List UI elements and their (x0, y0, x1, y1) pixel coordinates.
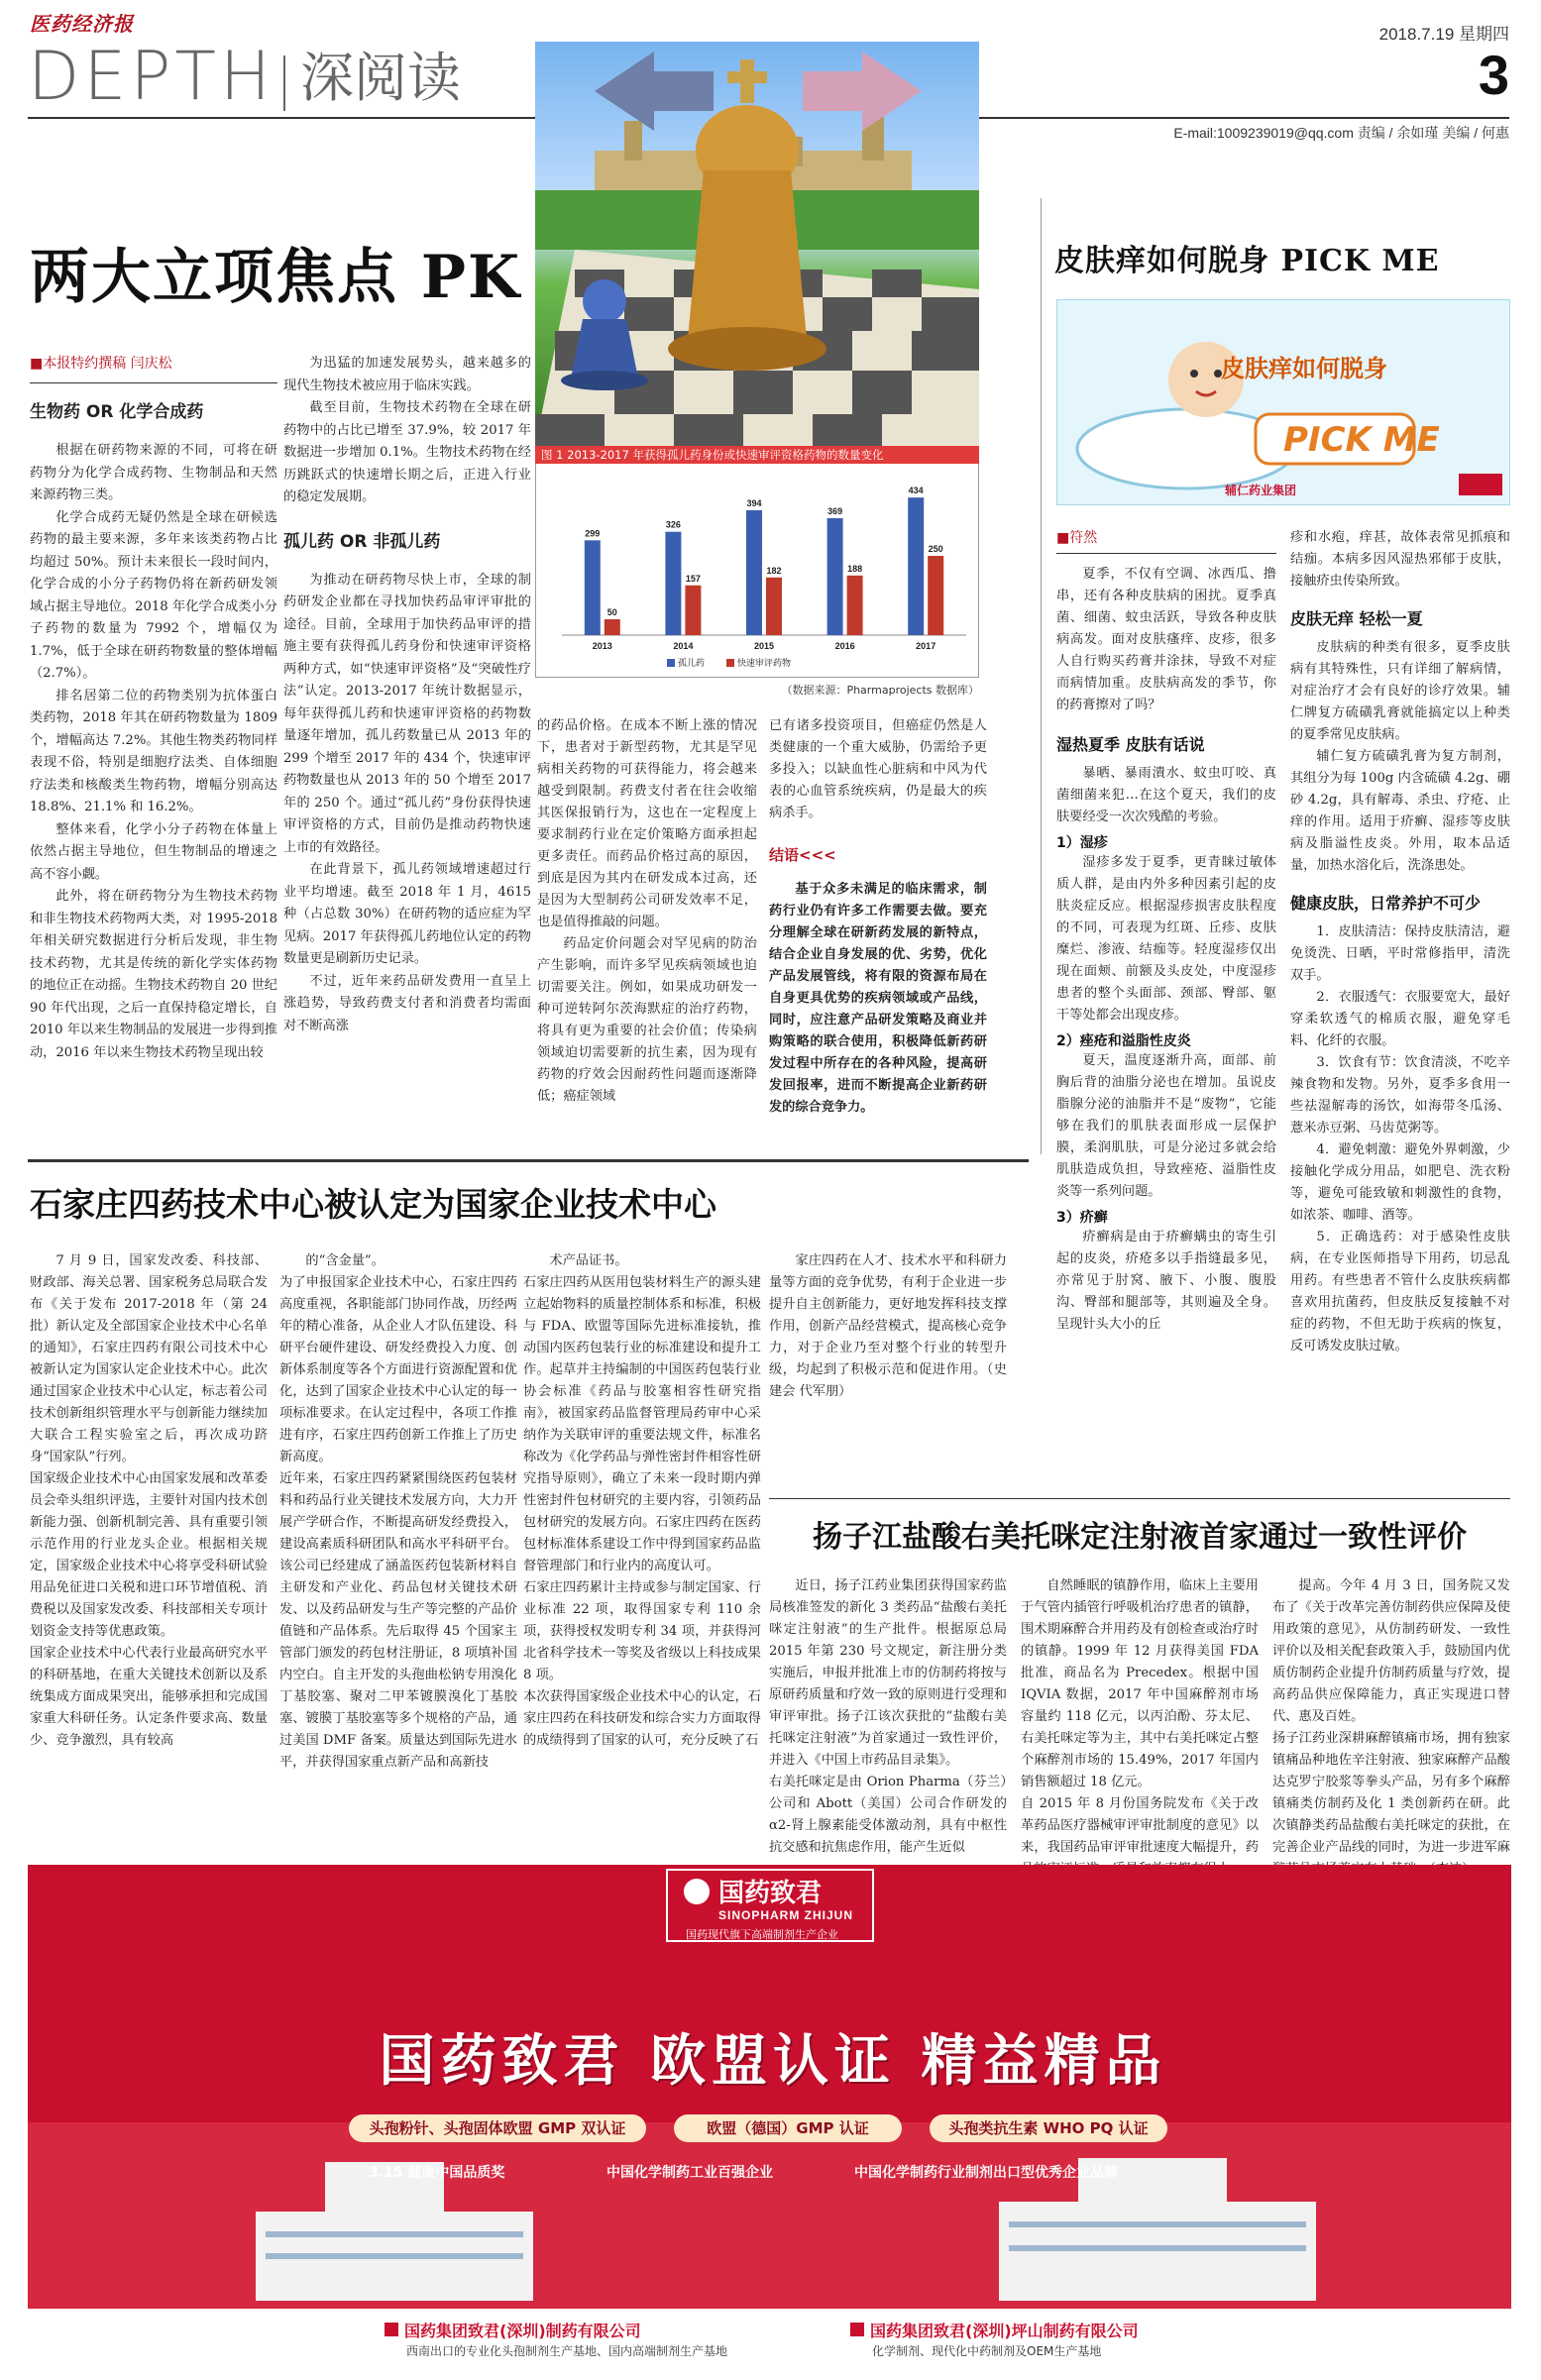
page-number: 3 (1478, 44, 1509, 106)
chess-illustration (535, 42, 979, 446)
x-tick-label: 2013 (592, 641, 612, 651)
image-caption: 皮肤痒如何脱身 (1221, 355, 1387, 382)
issue-date: 2018.7.19 星期四 (1378, 25, 1509, 44)
paragraph: 已有诸多投资项目，但癌症仍然是人类健康的一个重大威胁，仍需给予更多投入；以缺血性心脏病和中风为代表的心血管系统疾病，仍是最大的疾病杀手。 (769, 718, 987, 820)
ad-certification: 头孢粉针、头孢固体欧盟 GMP 双认证 (349, 2114, 646, 2142)
ad-honor: 3.15 健康中国品质奖 (369, 2165, 505, 2181)
ad-company-sub: 西南出口的专业化头孢制剂生产基地、国内高端制剂生产基地 (406, 2344, 728, 2358)
data-label: 188 (847, 563, 863, 574)
main-article-col4 (769, 715, 987, 1119)
tip-item: 2．衣服透气：衣服要宽大，最好穿柔软透气的棉质衣服，避免穿毛料、化纤的衣服。 (1290, 990, 1510, 1048)
legend-swatch (667, 659, 675, 667)
data-label: 326 (665, 519, 681, 530)
data-label: 369 (827, 505, 843, 516)
paragraph: 此外，将在研药物分为生物技术药物和非生物技术药物两大类，对 1995-2018 年相关研究数据进行分析后发现，非生物技术药物，尤其是传统的新化学实体药物的地位正在动摇。生物技术药物自 20 世纪 90 年代出现，之后一直保持稳定增长，自 2010 年以来生物制品的发展进一步得到推动，2016 年以来生物技术药物呈现出较 (30, 889, 277, 1060)
paragraph: 药品定价问题会对罕见病的防治产生影响，而许多罕见疾病领域也迫切需要关注。例如，如果成功研发一种可逆转阿尔茨海默症的治疗药物，将具有更为重要的社会价值；传染病领域迫切需要新的抗生素，因为现有药物的疗效会因耐药性问题而逐渐降低；癌症领域 (537, 936, 757, 1104)
subhead-orphan: 孤儿药 OR 非孤儿药 (283, 531, 441, 552)
section-title-en: DEPTH (28, 38, 275, 116)
bar (766, 578, 782, 635)
subhead-summer: 湿热夏季 皮肤有话说 (1056, 735, 1205, 754)
article2-headline: 石家庄四药技术中心被认定为国家企业技术中心 (30, 1185, 716, 1224)
chart-source: （数据来源：Pharmaprojects 数据库） (781, 684, 979, 697)
image-pick-me: PICK ME (1283, 420, 1440, 460)
article2-col2: 的“含金量”。 为了申报国家企业技术中心，石家庄四药高度重视，各职能部门协同作战，历经两年的精心准备，从企业人才队伍建设、科研平台硬件建设、研发经费投入力度、创新体系制度等各个方面进行资源配置和优化，达到了国家企业技术中心认定的每一项标准要求。在认定过程中，各项工作推进有序，石家庄四药创新工作推上了历史新高度。 近年来，石家庄四药紧紧围绕医药包装材料和药品行业关键技术发展方向，大力开展产学研合作，不断提高研发经费投入，建设高素质科研团队和高水平科研平台。该公司已经建成了涵盖医药包装新材料自主研发和产业化、药品包材关键技术研发、以及药品研发与生产等完整的产品价值链和产品体系。先后取得 45 个国家主管部门颁发的药包材注册证，8 项填补国内空白。自主开发的头孢曲松钠专用溴化丁基胶塞、聚对二甲苯镀膜溴化丁基胶塞、镀膜丁基胶塞等多个规格的产品，通过美国 DMF 备案。质量达到国际先进水平，并获得国家重点新产品和高新技 (279, 1253, 517, 1770)
item-eczema-title: 1）湿疹 (1056, 835, 1108, 851)
conclusion-paragraph: 基于众多未满足的临床需求，制药行业仍有许多工作需要去做。要充分理解全球在研新药发展的新特点，结合企业自身发展的优、劣势，优化产品发展管线，将有限的资源布局在自身更具优势的疾病领域或产品线，同时，应注意产品研发策略及商业并购策略的联合使用，积极降低新药研发过程中所存在的各种风险，提高研发回报率，进而不断提高企业新药研发的综合竞争力。 (769, 882, 987, 1115)
data-label: 182 (766, 565, 782, 576)
byline-rule (30, 382, 277, 383)
ad-brand: 国药致君 (718, 1879, 823, 1908)
ad-honor: 中国化学制药工业百强企业 (606, 2165, 773, 2181)
image-brand: 辅仁药业集团 (1225, 484, 1297, 497)
paragraph: 辅仁复方硫磺乳膏为复方制剂，其组分为每 100g 内含硫磺 4.2g、硼砂 4.2g，具有解毒、杀虫、疗疮、止痒的作用。适用于疥癣、湿疹等皮肤病及脂溢性皮炎。外用，取本品适量，加热水溶化后，洗涤患处。 (1290, 749, 1510, 873)
tip-item: 3．饮食有节：饮食清淡，不吃辛辣食物和发物。另外，夏季多食用一些祛湿解毒的汤饮，如海带冬瓜汤、薏米赤豆粥、马齿苋粥等。 (1290, 1055, 1510, 1136)
paragraph: 为迅猛的加速发展势头，越来越多的现代生物技术被应用于临床实践。 (283, 356, 531, 393)
bar (665, 532, 681, 635)
article3-col3: 提高。今年 4 月 3 日，国务院又发布了《关于改革完善仿制药供应保障及使用政策的意见》，从仿制药研发、一致性评价以及相关配套政策入手，鼓励国内优质仿制药企业提升仿制药质量与疗效，提高药品供应保障能力，真正实现进口替代、惠及百姓。 扬子江药业深耕麻醉镇痛市场，拥有独家镇痛品种地佐辛注射液、独家麻醉产品酸达克罗宁胶浆等拳头产品，另有多个麻醉镇痛类仿制药及化 1 类创新药在研。此次镇静类药品盐酸右美托咪定的获批，在完善企业产品线的同时，为进一步进军麻 (1272, 1578, 1510, 1855)
tip-item: 1．皮肤清洁：保持皮肤清洁，避免烫洗、日晒，平时常修指甲，清洗双手。 (1290, 924, 1510, 983)
ad-footer (28, 2309, 1511, 2370)
orphan-drug-chart (535, 446, 979, 678)
newspaper-logo: 医药经济报 (30, 12, 134, 36)
ad-slogan: 国药致君 欧盟认证 精益精品 (379, 2029, 1167, 2094)
paragraph: 化学合成药无疑仍然是全球在研候选药物的最主要来源，多年来该类药物占比均超过 50%。预计未来很长一段时间内，化学合成的小分子药物仍将在新药研发领域占据主导地位。2018 年化学合成类小分子药物的数量为 7992 个，增幅仅为 1.7%，低于全球在研药物数量的整体增幅（2.7%）。 (30, 509, 277, 681)
subhead-care: 健康皮肤，日常养护不可少 (1290, 894, 1482, 913)
article-rule (28, 1159, 1029, 1162)
data-label: 394 (746, 497, 762, 508)
data-label: 434 (908, 486, 924, 496)
ad-brand-sub: 国药现代旗下高端制剂生产企业 (686, 1928, 838, 1941)
x-tick-label: 2015 (753, 641, 775, 651)
article3-headline: 扬子江盐酸右美托咪定注射液首家通过一致性评价 (813, 1520, 1467, 1555)
byline: ■本报特约撰稿 闫庆松 (30, 356, 172, 372)
sinopharm-logo-icon (684, 1879, 710, 1904)
paragraph: 的药品价格。在成本不断上涨的情况下，患者对于新型药物，尤其是罕见病相关药物的可获得能力，将会越来越受到限制。药费支付者在往会收缩其医保报销行为，这也在一定程度上要求制药行业在定价策略方面承担起更多责任。而药品价格过高的原因，到底是因为其内在研发成本过高，还是因为大型制药公司研发效率不足，也是值得推敲的问题。 (537, 718, 757, 929)
paragraph: 不过，近年来药品研发费用一直呈上涨趋势，导致药费支付者和消费者均需面对不断高涨 (283, 973, 531, 1033)
tip-item: 5．正确选药：对于感染性皮肤病，在专业医师指导下用药，切忌乱用药。有些患者不管什么皮肤疾病都喜欢用抗菌药，但皮肤反复接触不对症的药物，不但无助于疾病的恢复，反可诱发皮肤过敏。 (1290, 1230, 1510, 1353)
bar (605, 619, 620, 635)
paragraph: 疹和水疱，痒甚，故体表常见抓痕和结痂。本病多因风湿热邪郁于皮肤，接触疥虫传染所致。 (1290, 530, 1510, 589)
x-tick-label: 2016 (834, 641, 855, 651)
main-headline: 两大立项焦点 PK (30, 243, 522, 312)
byline-rule (1056, 553, 1276, 554)
ad-certification: 头孢类抗生素 WHO PQ 认证 (930, 2114, 1167, 2142)
right-col-b (1290, 527, 1510, 1357)
x-tick-label: 2017 (916, 641, 936, 651)
article2-col1: 7 月 9 日，国家发改委、科技部、财政部、海关总署、国家税务总局联合发布《关于发布 2017-2018 年（第 24 批）新认定及全部国家企业技术中心名单的通知》，石家庄四药有限公司技术中心被新认定为国家认定企业技术中心。此次通过国家企业技术中心认定，标志着公司技术创新组织管理水平与创新能力继续加大联合工程实验室之后，再次成功跻身“国家队”行列。 国家级企业技术中心由国家发展和改革委员会牵头组织评选，主要针对国内技术创新能力强、创新机制完善、具有重要引领示范作用的行业龙头企业。根据相关规定，国家级企业技术中心将享受科研试验用品免征进口关税和进口环节增值税、消费税以及国家发改委、科技部相关专项计划资金支持等优惠政策。 国家企业技术中心代表行业最高研究水平的科研基地，在重大关键技术创新以及系统集成方面成果突出，能够承担和完成国家重大科研任务。认定条件要求高、数量少、竞争激烈，具有较高 (30, 1253, 268, 1748)
section-divider (283, 55, 285, 111)
paragraph: 皮肤病的种类有很多，夏季皮肤病有其特殊性，只有详细了解病情，对症治疗才会有良好的诊疗效果。辅仁牌复方硫磺乳膏就能搞定以上种类的夏季常见皮肤病。 (1290, 640, 1510, 742)
right-byline: ■符然 (1056, 530, 1098, 546)
editor-credits: E-mail:1009239019@qq.com 责编 / 余如瑾 美编 / 何惠 (1173, 125, 1509, 141)
paragraph: 夏季，不仅有空调、冰西瓜、撸串，还有各种皮肤病的困扰。夏季真菌、细菌、蚊虫活跃，导致各种皮肤病高发。面对皮肤瘙痒、皮疹，很多人自行购买药膏并涂抹，导致不对症而病情加重。皮肤病高发的季节，你的药膏擦对了吗？ (1056, 567, 1276, 712)
ad-honor: 中国化学制药行业制剂出口型优秀企业品牌 (854, 2165, 1118, 2181)
bar (585, 540, 601, 635)
subhead-itch-free: 皮肤无痒 轻松一夏 (1290, 609, 1423, 628)
data-label: 299 (585, 528, 601, 539)
skin-itch-illustration (1056, 299, 1510, 505)
section-title-cn: 深阅读 (300, 47, 461, 109)
paragraph: 截至目前，生物技术药物在全球在研药物中的占比已增至 37.9%，较 2017 年数据进一步增加 0.1%。生物技术药物在经历跳跃式的快速增长期之后，正进入行业的稳定发展期。 (283, 400, 531, 504)
ad-company: 国药集团致君(深圳)制药有限公司 (404, 2322, 641, 2340)
paragraph: 湿疹多发于夏季，更青睐过敏体质人群，是由内外多种因素引起的皮肤炎症反应。根据湿疹损害皮肤程度的不同，可表现为红斑、丘疹、皮肤糜烂、渗液、结痂等。轻度湿疹仅出现在面颊、前额及头皮处，中度湿疹患者的整个头面部、颈部、臀部、躯干等处都会出现皮疹。 (1056, 855, 1276, 1023)
data-label: 50 (606, 607, 617, 617)
item-scabies-title: 3）疥癣 (1056, 1210, 1108, 1226)
conclusion-label: 结语<<< (769, 846, 836, 864)
main-article-col1 (30, 353, 277, 1064)
bar-chart-svg (536, 447, 978, 677)
paragraph: 暴晒、暴雨潰水、蚊虫叮咬、真菌细菌来犯…在这个夏天，我们的皮肤要经受一次次残酷的考验。 (1056, 766, 1276, 824)
paragraph: 排名居第二位的药物类别为抗体蛋白类药物，2018 年其在研药物数量为 1809 个，增幅高达 7.2%。其他生物类药物同样表现不俗，特别是细胞疗法类、自体细胞疗法类和核酸类生物药物，增幅分别高达 18.8%、21.1% 和 16.2%。 (30, 688, 277, 814)
bar (928, 556, 943, 635)
main-article-col3 (537, 715, 757, 1108)
bar (746, 510, 762, 635)
baby-bath-icon (1057, 300, 1510, 505)
bar (685, 586, 701, 635)
paragraph: 疥癣病是由于疥癣螨虫的寄生引起的皮炎，疥疮多以手指缝最多见，亦常见于肘窝、腋下、小腹、腹股沟、臀部和腿部等，其则遍及全身。呈现针头大小的丘 (1056, 1230, 1276, 1332)
bar (827, 518, 843, 635)
article3-col1: 近日，扬子江药业集团获得国家药监局核准签发的新化 3 类药品“盐酸右美托咪定注射液”的生产批件。根据原总局 2015 年第 230 号文规定，新注册分类实施后，申报并批准上市的仿制药将按与原研药质量和疗效一致的原则进行受理和审评审批。扬子江该次获批的“盐酸右美托咪定注射液”为首家通过一致性评价，并进入《中国上市药品目录集》。 右美托咪定是由 Orion Pharma（芬兰）公司和 Abott（美国）公司合作研发的 α2-肾上腺素能受体激动剂，具有中枢性抗交感和抗焦虑作用，能产生近似 (769, 1578, 1007, 1855)
paragraph: 为推动在研药物尽快上市，全球的制药研发企业都在寻找加快药品审评审批的途径。目前，全球用于加快药品审评的措施主要有获得孤儿药身份和快速审评资格两种方式，如“快速审评资格”及“突破性疗法”认定。2013-2017 年统计数据显示，每年获得孤儿药和快速审评资格的药物数量逐年增加，孤儿药数量已从 2013 年的 299 个增至 2017 年的 434 个，快速审评药物数量也从 2013 年的 50 个增至 2017 年的 250 个。通过“孤儿药”身份获得快速审评资格的方式，目前仍是推动药物快速上市的有效路径。 (283, 572, 531, 855)
ad-certification: 欧盟（德国）GMP 认证 (674, 2114, 902, 2142)
legend-label: 孤儿药 (678, 659, 706, 669)
bar (847, 576, 863, 635)
article2-col4: 家庄四药在人才、技术水平和科研力量等方面的竞争优势，有利于企业进一步提升自主创新能力，更好地发挥科技支撑作用，创新产品经营模式，提高核心竞争力，对于企业乃至对整个行业的转型升级，均起到了积极示范和促进作用。（史建会 代军朋） (769, 1253, 1007, 1399)
column-divider (1041, 198, 1042, 1154)
right-headline: 皮肤痒如何脱身 PICK ME (1054, 244, 1440, 278)
chart-caption: 图 1 2013-2017 年获得孤儿药身份或快速审评资格药物的数量变化 (535, 446, 979, 464)
article3-col2: 自然睡眠的镇静作用，临床上主要用于气管内插管行呼吸机治疗患者的镇静，围术期麻醉合并用药及有创检查或治疗时的镇静。1999 年 12 月获得美国 FDA 批准，商品名为 Precedex。根据中国 IQVIA 数据，2017 年中国麻醉剂市场容量约 118 亿元，以丙泊酚、芬太尼、右美托咪定等为主，其中右美托咪定占整个麻醉剂市场的 15.49%，2017 年国内销售额超过 18 亿元。 自 2015 年 8 月份国务院发布《关于改革药品医疗器械审评审批制度的意见》以来，我国药品审评审批速度大幅提升，药 (1021, 1578, 1259, 1855)
article-rule (769, 1498, 1510, 1499)
data-label: 157 (685, 573, 701, 584)
right-col-a (1056, 527, 1276, 1336)
legend-swatch (726, 659, 734, 667)
item-acne-title: 2）痤疮和溢脂性皮炎 (1056, 1033, 1191, 1049)
square-bullet-icon (850, 2323, 864, 2336)
ad-company: 国药集团致君(深圳)坪山制药有限公司 (870, 2322, 1139, 2340)
subhead-biologic: 生物药 OR 化学合成药 (30, 402, 204, 422)
paragraph: 根据在研药物来源的不同，可将在研药物分为化学合成药物、生物制品和天然来源药物三类。 (30, 443, 277, 502)
data-label: 250 (928, 544, 943, 554)
article2-col3: 术产品证书。 石家庄四药从医用包装材料生产的源头建立起始物料的质量控制体系和标准，积极与 FDA、欧盟等国际先进标准接轨，推动国内医药包装行业的标准建设和提升工作。起草并主持编制的中国医药包装行业协会标准《药品与胶塞相容性研究指南》，被国家药品监督管理局药审中心采纳作为关联审评的重要法规文件，标准名称改为《化学药品与弹性密封件相容性研究指导原则》，确立了未来一段时期内弹性密封件包材研究的主要内容，引领药品包材研究的发展方向。石家庄四药在医药包材标准体系建设工作中得到国家药品监督管理部门和行业内的高度认可。 石家庄四药累计主持或参与制定国家、行业标准 22 项，取得国家专利 110 余项，获得授权发明专利 34 项，并获得河北省科学技术一等奖及省级以上科技成果 8 项。 本次获得国家级企业技术中心的认定，石家庄四药在科技研发和综合实力方面取得的成绩得到了国家的认可，充分反映了石 (523, 1253, 761, 1748)
ad-company-sub: 化学制剂、现代化中药制剂及OEM生产基地 (872, 2344, 1102, 2358)
tip-item: 4．避免刺激：避免外界刺激，少接触化学成分用品，如肥皂、洗衣粉等，避免可能致敏和刺激性的食物，如浓茶、咖啡、酒等。 (1290, 1142, 1510, 1223)
bar (908, 497, 924, 635)
paragraph: 在此背景下，孤儿药领域增速超过行业平均增速。截至 2018 年 1 月，4615 种（占总数 30%）在研药物的适应症为罕见病。2017 年获得孤儿药地位认定的药物数量更是刷新历史记录。 (283, 862, 531, 966)
chess-art-icon (535, 42, 979, 446)
paragraph: 整体来看，化学小分子药物在体量上依然占据主导地位，但生物制品的增速之高不容小觑。 (30, 821, 277, 882)
x-tick-label: 2014 (673, 641, 694, 651)
paragraph: 夏天，温度逐渐升高，面部、前胸后背的油脂分泌也在增加。虽说皮脂腺分泌的油脂并不是“废物”，它能够在我们的肌肤表面形成一层保护膜，柔润肌肤，可是分泌过多就会给肌肤造成负担，导致痤疮、溢脂性皮炎等一系列问题。 (1056, 1053, 1276, 1199)
legend-label: 快速审评药物 (737, 659, 792, 669)
ad-brand-en: SINOPHARM ZHIJUN (718, 1908, 854, 1922)
square-bullet-icon (385, 2323, 398, 2336)
main-article-col2 (283, 353, 531, 1037)
